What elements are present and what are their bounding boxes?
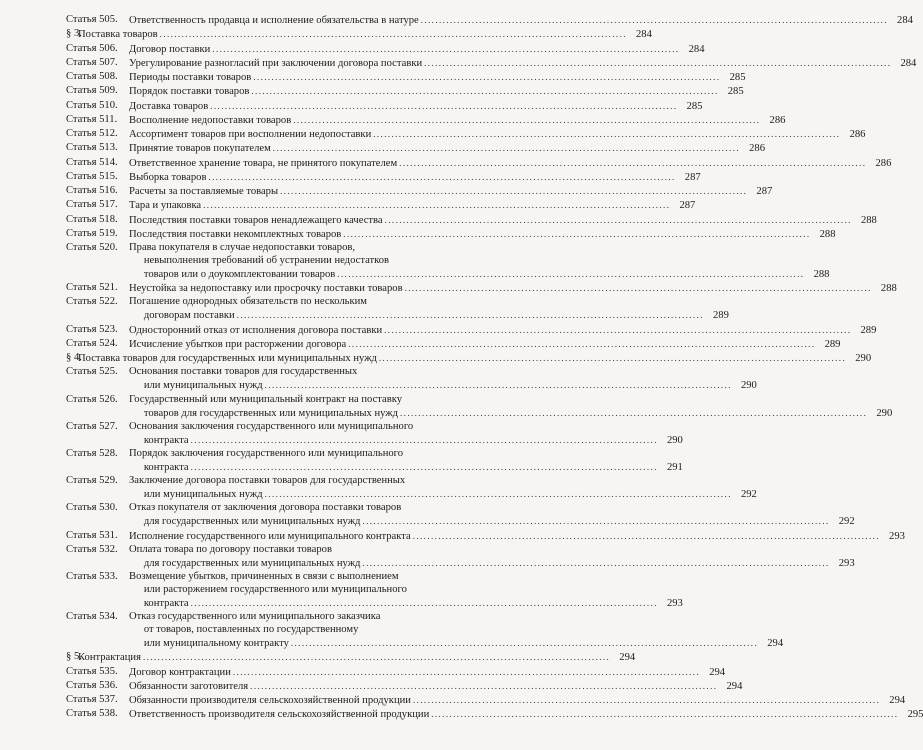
dot-leader — [233, 666, 700, 679]
entry-number: Статья 515. — [66, 170, 118, 182]
entry-title-last-line — [129, 407, 893, 421]
entry-number: Статья 519. — [66, 227, 118, 239]
dot-leader — [405, 282, 872, 295]
entry-number: Статья 528. — [66, 447, 118, 459]
entry-number: Статья 522. — [66, 296, 118, 308]
page-number: 295 — [907, 709, 923, 721]
dot-leader — [424, 57, 891, 70]
entry-body — [129, 694, 906, 708]
page-number: 288 — [860, 214, 877, 226]
entry-title-last-line — [129, 309, 729, 323]
page-number: 294 — [726, 680, 743, 692]
entry-title: Исполнение государственного или муниципального контракта — [129, 530, 411, 542]
dot-leader — [280, 185, 747, 198]
entry-title-last-line — [129, 324, 877, 338]
toc-article-entry — [66, 199, 696, 213]
entry-body — [129, 57, 917, 71]
entry-title: Принятие товаров покупателем — [129, 143, 271, 155]
entry-number: Статья 535. — [66, 665, 118, 677]
page-number: 284 — [635, 29, 652, 41]
entry-title-line: Основания заключения государственного или муниципального — [129, 420, 414, 432]
page-number: 287 — [684, 171, 701, 183]
toc-article-entry — [66, 14, 913, 28]
entry-title-last-line — [129, 708, 923, 722]
entry-number: Статья 538. — [66, 708, 118, 720]
toc-article-entry — [66, 337, 841, 352]
entry-body — [129, 228, 836, 242]
entry-title: Поставка товаров — [78, 29, 158, 41]
page-number: 286 — [749, 143, 765, 155]
entry-title: Договор поставки — [129, 43, 211, 55]
entry-title: Поставка товаров для государственных или муниципальных нужд — [78, 353, 377, 365]
entry-body — [129, 171, 701, 185]
dot-leader — [337, 268, 804, 281]
page-number: 289 — [860, 324, 877, 336]
dot-leader — [212, 43, 679, 56]
page-number: 293 — [889, 530, 905, 542]
dot-leader — [265, 488, 732, 501]
page-number: 289 — [713, 310, 729, 322]
entry-number: Статья 529. — [66, 475, 118, 487]
entry-title: контракта — [143, 461, 189, 473]
entry-number: Статья 521. — [66, 282, 118, 294]
entry-title-last-line — [129, 57, 917, 71]
dot-leader — [343, 228, 810, 241]
page-number: 285 — [686, 100, 703, 112]
page-number: 294 — [889, 695, 906, 707]
toc-article-entry — [66, 571, 683, 611]
dot-leader — [265, 379, 732, 392]
entry-number: Статья 511. — [66, 113, 118, 125]
entry-title-last-line — [129, 14, 913, 28]
entry-number: Статья 526. — [66, 393, 118, 405]
entry-title: контракта — [143, 434, 189, 446]
entry-number: Статья 536. — [66, 679, 118, 691]
page-number: 284 — [688, 43, 705, 55]
dot-leader — [251, 85, 718, 98]
toc-article-entry — [66, 85, 744, 99]
entry-title: Неустойка за недопоставку или просрочку поставки товаров — [129, 283, 403, 295]
dot-leader — [143, 651, 610, 664]
entry-body — [129, 393, 893, 421]
entry-title-last-line — [129, 379, 757, 393]
toc-article-entry — [66, 213, 877, 228]
page-number: 286 — [769, 114, 786, 126]
page-number: 290 — [666, 434, 683, 446]
toc-article-entry — [66, 156, 892, 171]
entry-title-last-line — [129, 515, 855, 529]
entry-title-last-line — [129, 282, 897, 296]
dot-leader — [273, 142, 740, 155]
entry-number: Статья 514. — [66, 156, 118, 168]
page-number: 287 — [756, 186, 773, 197]
entry-number: § 5. — [66, 651, 82, 663]
dot-leader — [160, 28, 627, 41]
entry-title-last-line — [129, 694, 906, 708]
entry-body — [78, 28, 652, 42]
dot-leader — [431, 708, 898, 721]
entry-title-last-line — [129, 185, 773, 199]
toc-article-entry — [66, 142, 765, 156]
toc-article-entry — [66, 420, 683, 448]
entry-title-last-line — [129, 171, 701, 185]
entry-title: для государственных или муниципальных нужд — [143, 516, 361, 528]
entry-title: товаров для государственных или муниципальных нужд — [143, 407, 399, 419]
entry-body — [78, 352, 872, 366]
entry-title: или муниципальному контракту — [143, 638, 289, 650]
toc-article-entry — [66, 242, 830, 282]
entry-number: Статья 507. — [66, 56, 118, 68]
entry-body — [129, 157, 892, 171]
entry-number: Статья 518. — [66, 213, 118, 225]
entry-number: Статья 508. — [66, 71, 118, 82]
dot-leader — [250, 680, 717, 693]
toc-section-entry — [66, 651, 636, 665]
dot-leader — [210, 100, 677, 113]
toc-article-entry — [66, 502, 855, 529]
toc-section-entry — [66, 28, 652, 42]
entry-body — [129, 114, 786, 128]
page-number: 290 — [740, 380, 757, 392]
page-number: 293 — [838, 557, 855, 569]
entry-number: Статья 505. — [66, 14, 118, 25]
entry-number: Статья 513. — [66, 142, 118, 154]
toc-article-entry — [66, 42, 705, 57]
entry-title-last-line — [129, 228, 836, 242]
entry-title-last-line — [129, 214, 877, 228]
entry-title-last-line — [129, 71, 746, 85]
toc-article-entry — [66, 128, 866, 142]
entry-title-last-line — [129, 637, 784, 651]
dot-leader — [379, 352, 846, 365]
entry-body — [129, 14, 913, 28]
dot-leader — [362, 557, 829, 570]
entry-body — [129, 324, 877, 338]
entry-number: Статья 537. — [66, 694, 118, 706]
page-number: 286 — [875, 157, 892, 169]
entry-title-line: Государственный или муниципальный контракт на поставку — [129, 393, 403, 405]
entry-body — [129, 611, 784, 651]
dot-leader — [348, 338, 815, 351]
entry-title: Последствия поставки некомплектных товаров — [129, 228, 342, 240]
entry-body — [129, 128, 866, 142]
entry-body — [129, 666, 726, 680]
entry-number: Статья 525. — [66, 366, 118, 378]
entry-body — [129, 543, 855, 571]
page-number: 293 — [666, 597, 683, 609]
entry-title-last-line — [129, 43, 705, 57]
entry-title-line: Отказ покупателя от заключения договора поставки товаров — [129, 502, 402, 514]
entry-title-line: Погашение однородных обязательств по нескольким — [129, 296, 367, 308]
entry-title-line: Основания поставки товаров для государственных — [129, 366, 358, 378]
entry-title-last-line — [129, 268, 830, 282]
entry-body — [129, 366, 757, 393]
page-number: 294 — [767, 638, 784, 650]
entry-title-line: Заключение договора поставки товаров для государственных — [129, 475, 406, 487]
toc-article-entry — [66, 529, 905, 544]
entry-title: Исчисление убытков при расторжении договора — [129, 338, 347, 350]
toc-article-entry — [66, 665, 726, 680]
dot-leader — [291, 637, 758, 650]
toc-article-entry — [66, 185, 773, 199]
toc-article-entry — [66, 170, 701, 185]
entry-body — [129, 420, 683, 448]
dot-leader — [413, 694, 880, 707]
entry-title: Обязанности заготовителя — [129, 680, 249, 692]
entry-title: Доставка товаров — [129, 100, 209, 112]
entry-body — [129, 199, 696, 213]
entry-title-last-line — [129, 530, 905, 544]
toc-article-entry — [66, 71, 746, 85]
entry-body — [129, 571, 683, 611]
entry-title-line: невыполнения требований об устранении недостатков — [143, 254, 390, 266]
table-of-contents — [66, 14, 923, 722]
entry-body — [129, 282, 897, 296]
entry-body — [129, 214, 877, 228]
entry-title-last-line — [129, 488, 757, 502]
entry-title-last-line — [129, 100, 703, 114]
entry-title: или муниципальных нужд — [143, 489, 263, 501]
entry-title-last-line — [129, 157, 892, 171]
page-number: 284 — [897, 15, 913, 26]
entry-body — [129, 142, 765, 156]
page-number: 294 — [709, 666, 726, 678]
entry-title: Ответственность производителя сельскохозяйственной продукции — [129, 709, 430, 721]
dot-leader — [385, 214, 852, 227]
entry-title: Ответственное хранение товара, не принятого покупателем — [129, 157, 398, 169]
entry-number: Статья 530. — [66, 502, 118, 514]
entry-title-last-line — [129, 680, 743, 694]
entry-body — [78, 651, 636, 665]
dot-leader — [191, 597, 658, 610]
entry-number: Статья 531. — [66, 529, 118, 541]
page-number: 286 — [849, 129, 866, 140]
toc-article-entry — [66, 393, 893, 421]
entry-body — [129, 447, 683, 475]
entry-title-last-line — [129, 461, 683, 475]
entry-body — [129, 71, 746, 85]
entry-body — [129, 43, 705, 57]
entry-number: Статья 524. — [66, 337, 118, 349]
entry-title-last-line — [129, 128, 866, 142]
entry-title: Последствия поставки товаров ненадлежащего качества — [129, 214, 383, 226]
dot-leader — [400, 407, 867, 420]
entry-body — [129, 475, 757, 502]
dot-leader — [373, 128, 840, 141]
entry-title-last-line — [129, 199, 696, 213]
page-number: 292 — [838, 516, 855, 528]
entry-number: Статья 534. — [66, 611, 118, 623]
page-number: 284 — [900, 57, 917, 69]
entry-title-line: Возмещение убытков, причиненных в связи с выполнением — [129, 571, 399, 583]
entry-title: Урегулирование разногласий при заключении договора поставки — [129, 57, 423, 69]
entry-number: Статья 527. — [66, 420, 118, 432]
entry-body — [129, 85, 744, 99]
entry-number: Статья 516. — [66, 185, 118, 196]
entry-title: для государственных или муниципальных нужд — [143, 557, 361, 569]
page-number: 285 — [729, 72, 746, 83]
entry-title: Тара и упаковка — [129, 200, 202, 212]
entry-title: товаров или о доукомплектовании товаров — [143, 268, 336, 280]
entry-title: Порядок поставки товаров — [129, 86, 250, 98]
entry-title-last-line — [129, 142, 765, 156]
page-number: 288 — [819, 228, 836, 240]
page-number: 288 — [813, 268, 830, 280]
toc-section-entry — [66, 352, 872, 366]
page-number: 285 — [727, 86, 744, 98]
dot-leader — [384, 324, 851, 337]
entry-body — [129, 242, 830, 282]
entry-title: Периоды поставки товаров — [129, 72, 252, 83]
toc-article-entry — [66, 447, 683, 475]
entry-title-last-line — [129, 557, 855, 571]
entry-title-line: Оплата товара по договору поставки товаров — [129, 543, 332, 555]
entry-title-line: Права покупателя в случае недопоставки товаров, — [129, 242, 356, 253]
entry-title: или муниципальных нужд — [143, 380, 263, 392]
page-number: 292 — [740, 489, 757, 501]
entry-number: Статья 512. — [66, 128, 118, 139]
dot-leader — [191, 461, 658, 474]
entry-title-line: Порядок заключения государственного или муниципального — [129, 447, 404, 459]
dot-leader — [253, 71, 720, 84]
entry-title: Расчеты за поставляемые товары — [129, 186, 279, 197]
entry-number: Статья 509. — [66, 85, 118, 97]
entry-title-last-line — [129, 85, 744, 99]
entry-body — [129, 708, 923, 722]
dot-leader — [191, 434, 658, 447]
entry-title: Односторонний отказ от исполнения договора поставки — [129, 324, 383, 336]
toc-article-entry — [66, 323, 877, 338]
entry-title: Контрактация — [78, 652, 141, 664]
entry-title-line: или расторжением государственного или муниципального — [143, 583, 407, 595]
entry-title-last-line — [129, 434, 683, 448]
entry-title: Восполнение недопоставки товаров — [129, 114, 292, 126]
entry-title: договорам поставки — [143, 310, 235, 322]
entry-body — [129, 100, 703, 114]
entry-number: Статья 533. — [66, 571, 118, 583]
page-number: 291 — [666, 461, 683, 473]
entry-number: Статья 510. — [66, 99, 118, 111]
toc-article-entry — [66, 282, 897, 296]
toc-article-entry — [66, 611, 784, 651]
entry-title-last-line — [129, 338, 841, 352]
entry-title: Выборка товаров — [129, 171, 207, 183]
toc-article-entry — [66, 99, 703, 114]
entry-title-line: от товаров, поставленных по государственному — [143, 624, 359, 636]
entry-number: Статья 517. — [66, 199, 118, 211]
entry-body — [129, 530, 905, 544]
dot-leader — [208, 171, 675, 184]
entry-number: Статья 523. — [66, 323, 118, 335]
entry-number: § 4. — [66, 352, 82, 364]
dot-leader — [399, 157, 866, 170]
entry-title-last-line — [78, 352, 872, 366]
toc-article-entry — [66, 366, 757, 393]
entry-number: Статья 506. — [66, 42, 118, 54]
entry-title-last-line — [129, 114, 786, 128]
dot-leader — [237, 309, 704, 322]
dot-leader — [421, 14, 888, 27]
entry-number: Статья 532. — [66, 543, 118, 555]
entry-number: § 3. — [66, 28, 82, 40]
page-number: 290 — [855, 353, 872, 365]
entry-body — [129, 680, 743, 694]
entry-title: Ассортимент товаров при восполнении недопоставки — [129, 129, 372, 140]
toc-article-entry — [66, 475, 757, 502]
entry-number: Статья 520. — [66, 242, 118, 253]
toc-article-entry — [66, 679, 743, 694]
toc-article-entry — [66, 113, 786, 128]
entry-title-last-line — [78, 28, 652, 42]
toc-article-entry — [66, 296, 729, 323]
dot-leader — [362, 515, 829, 528]
toc-article-entry — [66, 56, 917, 71]
toc-article-entry — [66, 227, 836, 242]
entry-body — [129, 296, 729, 323]
page-number: 294 — [619, 652, 636, 664]
entry-body — [129, 185, 773, 199]
toc-article-entry — [66, 694, 906, 708]
entry-title-last-line — [129, 597, 683, 611]
page-number: 287 — [679, 200, 696, 212]
entry-body — [129, 338, 841, 352]
page-number: 289 — [824, 338, 841, 350]
toc-article-entry — [66, 708, 923, 722]
entry-title-last-line — [129, 666, 726, 680]
entry-title: Договор контрактации — [129, 666, 231, 678]
entry-title-last-line — [78, 651, 636, 665]
dot-leader — [203, 199, 670, 212]
entry-title: контракта — [143, 597, 189, 609]
page-number: 290 — [876, 407, 893, 419]
entry-title-line: Отказ государственного или муниципального заказчика — [129, 611, 381, 623]
page-number: 288 — [880, 283, 897, 295]
dot-leader — [413, 530, 880, 543]
dot-leader — [293, 114, 760, 127]
entry-body — [129, 502, 855, 529]
entry-title: Ответственность продавца и исполнение обязательства в натуре — [129, 15, 419, 26]
toc-article-entry — [66, 543, 855, 571]
entry-title: Обязанности производителя сельскохозяйственной продукции — [129, 695, 411, 707]
